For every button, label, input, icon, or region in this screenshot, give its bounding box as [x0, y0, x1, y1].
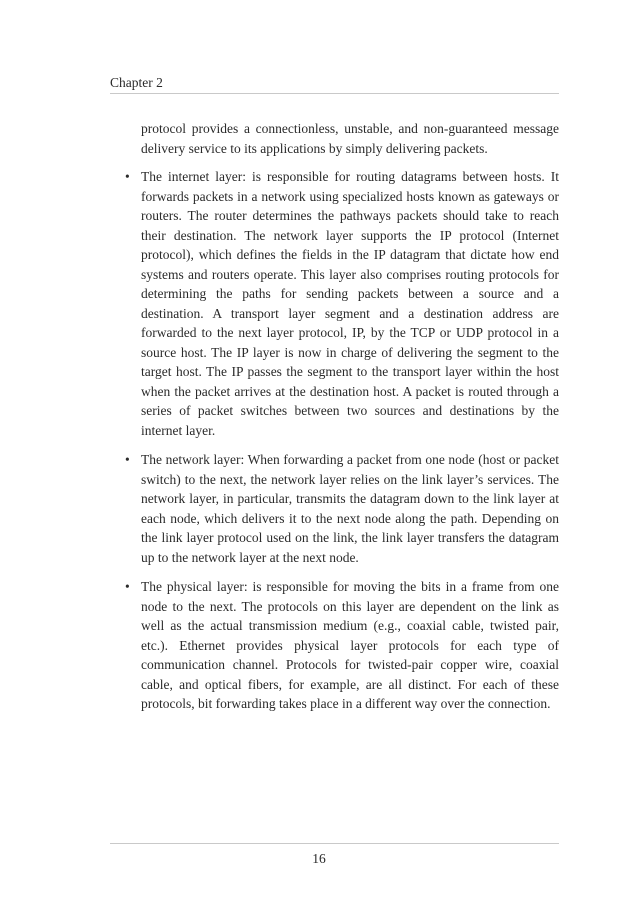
bullet-physical-layer: The physical layer: is responsible for moving the bits in a frame from one node to the next. The protocols on this layer are dependent on the link as well as the actual transmission medium (e.g., coaxial cable, twisted pair, etc.). Ethernet provides physical layer protocols for each type of communication channel. Protocols for twisted-pair copper wire, coaxial cable, and optical fibers, for example, are all distinct. For each of these protocols, bit forwarding takes place in a different way over the connection.: [141, 579, 559, 711]
running-header: Chapter 2: [110, 75, 163, 90]
bullet-network-layer: The network layer: When forwarding a packet from one node (host or packet switch) to the next, the network layer relies on the link layer’s services. The network layer, in particular, transmits the datagram down to the link layer at each node, which delivers it to the next node along the path. Depending on the link layer protocol used on the link, the link layer transfers the datagram up to the network layer at the next node.: [141, 452, 559, 565]
list-item: [110, 450, 559, 567]
page-body: [110, 119, 559, 724]
list-item: [110, 577, 559, 714]
bullet-icon: •: [125, 169, 130, 184]
page-number: 16: [312, 851, 326, 866]
footer-rule: [110, 843, 559, 844]
intro-paragraph: protocol provides a connectionless, unstable, and non-guaranteed message delivery service to its applications by simply delivering packets.: [141, 121, 559, 156]
header-rule: [110, 93, 559, 94]
bullet-list: [110, 167, 559, 714]
bullet-icon: •: [125, 579, 130, 594]
list-item: [110, 167, 559, 440]
bullet-icon: •: [125, 452, 130, 467]
bullet-internet-layer: The internet layer: is responsible for routing datagrams between hosts. It forwards packets in a network using specialized hosts known as gateways or routers. The router determines the pathways packets should take to reach their destination. The network layer supports the IP protocol (Internet protocol), which defines the fields in the IP datagram that dictate how end systems and routers operate. This layer also comprises routing protocols for determining the paths for sending packets between a source and a destination. A transport layer segment and a destination address are forwarded to the next layer protocol, IP, by the TCP or UDP protocol in a source host. The IP layer is now in charge of delivering the segment to the target host. The IP passes the segment to the transport layer within the host when the packet arrives at the destination host. A packet is routed through a series of packet switches between two sources and destinations by the internet layer.: [141, 169, 559, 438]
